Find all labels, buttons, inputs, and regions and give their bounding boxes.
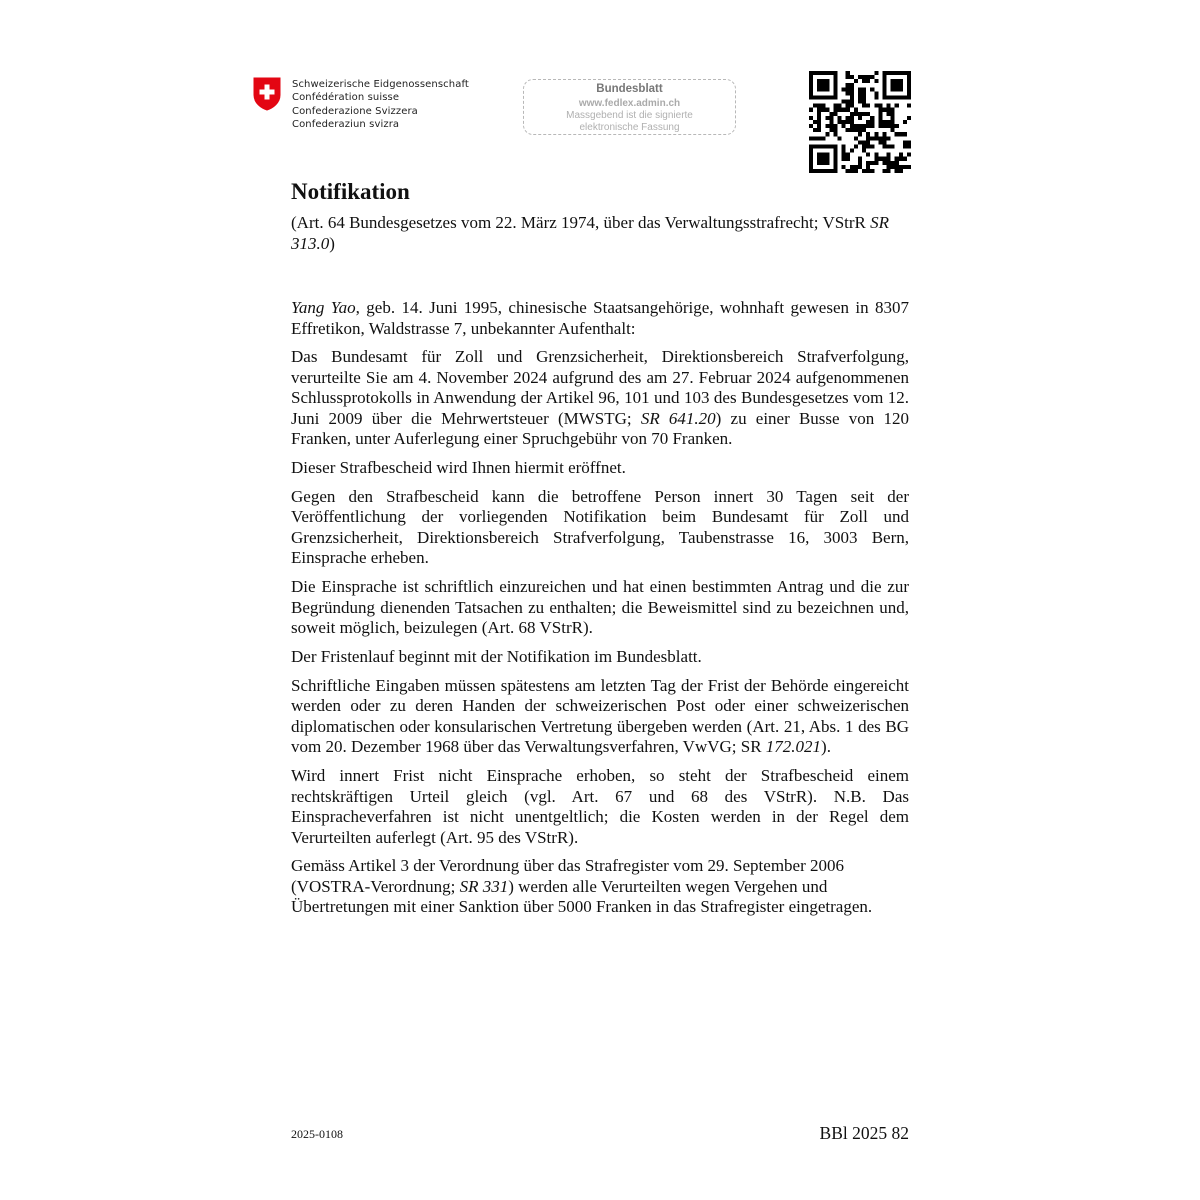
stamp-title: Bundesblatt [596, 83, 663, 95]
criminal-record-sr-reference: SR 331 [459, 876, 509, 896]
submissions-sr-reference: 172.021 [765, 737, 822, 757]
paragraph-legal-force: Wird innert Frist nicht Einsprache erhoben, so steht der Strafbescheid einem rechtskräftigen Urteil gleich (vgl. Art. 67 und 68 des VStrR). N.B. Das Einspracheverfahren ist nicht unentgeltlich; die Kosten werden in der Regel dem Verurteilten auferlegt (Art. 95 des VStrR). [291, 766, 909, 847]
confederation-names [292, 78, 469, 132]
qr-code-modules [809, 71, 911, 173]
legal-basis-subtitle [291, 213, 909, 254]
notification-body [291, 298, 909, 926]
paragraph-opening: Dieser Strafbescheid wird Ihnen hiermit eröffnet. [291, 458, 626, 478]
page-title: Notifikation [291, 179, 410, 204]
submissions-text: Schriftliche Eingaben müssen spätestens am letzten Tag der Frist der Behörde eingereicht werden oder zu deren Handen der schweizerischen Post oder einer schweizerischen diplomatischen oder konsularischen Vertretung übergeben werden (Art. 21, Abs. 1 des BG vom 20. Dezember 1968 über das Verwaltungsverfahren, VwVG; SR [291, 675, 909, 757]
confederation-name-rm: Confederaziun svizra [292, 119, 400, 131]
paragraph-criminal-record [291, 856, 909, 918]
submissions-end: ). [821, 737, 831, 757]
document-number: 2025-0108 [291, 1127, 343, 1141]
paragraph-submissions [291, 676, 909, 758]
subtitle-sr-reference: SR 313.0 [291, 213, 890, 253]
stamp-url: www.fedlex.admin.ch [578, 98, 681, 109]
verdict-sr-reference: SR 641.20 [640, 408, 716, 428]
paragraph-deadline-start: Der Fristenlauf beginnt mit der Notifikation im Bundesblatt. [291, 646, 702, 666]
verdict-text-end: ) zu einer Busse von 120 Franken, unter Auferlegung einer Spruchgebühr von 70 Franken. [291, 408, 909, 449]
subtitle-close: ) [329, 233, 335, 253]
qr-code-icon [809, 71, 911, 173]
addressee-name: Yang Yao [291, 298, 356, 317]
bbl-reference: BBl 2025 82 [819, 1123, 909, 1143]
verdict-text: Das Bundesamt für Zoll und Grenzsicherheit, Direktionsbereich Strafverfolgung, verurteilte Sie am 4. November 2024 aufgrund des am 27. Februar 2024 aufgenommenen Schlussprotokolls in Anwendung der Artikel 96, 101 und 103 des Bundesgesetzes vom 12. Juni 2009 über die Mehrwertsteuer (MWSTG; [291, 347, 909, 428]
confederation-name-it: Confederazione Svizzera [292, 105, 418, 117]
subtitle-text: (Art. 64 Bundesgesetzes vom 22. März 1974, über das Verwaltungsstrafrecht; VStrR [291, 213, 871, 232]
confederation-name-fr: Confédération suisse [292, 92, 400, 104]
bundesblatt-stamp [523, 79, 736, 135]
stamp-note-line1: Massgebend ist die signierte [566, 110, 693, 121]
criminal-record-text-end: ) werden alle Verurteilten wegen Vergehen und Übertretungen mit einer Sanktion über 5000 Franken in das Strafregister eingetragen. [291, 876, 873, 917]
paragraph-objection-form: Die Einsprache ist schriftlich einzureichen und hat einen bestimmten Antrag und die zur Begründung dienenden Tatsachen zu enthalten; die Beweismittel sind zu bezeichnen und, soweit möglich, beizulegen (Art. 68 VStrR). [291, 577, 909, 638]
paragraph-objection-deadline: Gegen den Strafbescheid kann die betroffene Person innert 30 Tagen seit der Veröffentlichung der vorliegenden Notifikation beim Bundesamt für Zoll und Grenzsicherheit, Direktionsbereich Strafverfolgung, Taubenstrasse 16, 3003 Bern, Einsprache erheben. [291, 486, 909, 568]
paragraph-addressee [291, 298, 909, 339]
addressee-details: , geb. 14. Juni 1995, chinesische Staatsangehörige, wohnhaft gewesen in 8307 Effretikon, Waldstrasse 7, unbekannter Aufenthalt: [291, 298, 909, 338]
paragraph-verdict [291, 347, 909, 450]
stamp-note-line2: elektronische Fassung [579, 122, 680, 133]
criminal-record-text: Gemäss Artikel 3 der Verordnung über das Strafregister vom 29. September 2006 (VOSTRA-Verordnung; [291, 856, 845, 896]
swiss-coat-of-arms-icon [252, 77, 282, 111]
confederation-name-de: Schweizerische Eidgenossenschaft [292, 79, 469, 90]
